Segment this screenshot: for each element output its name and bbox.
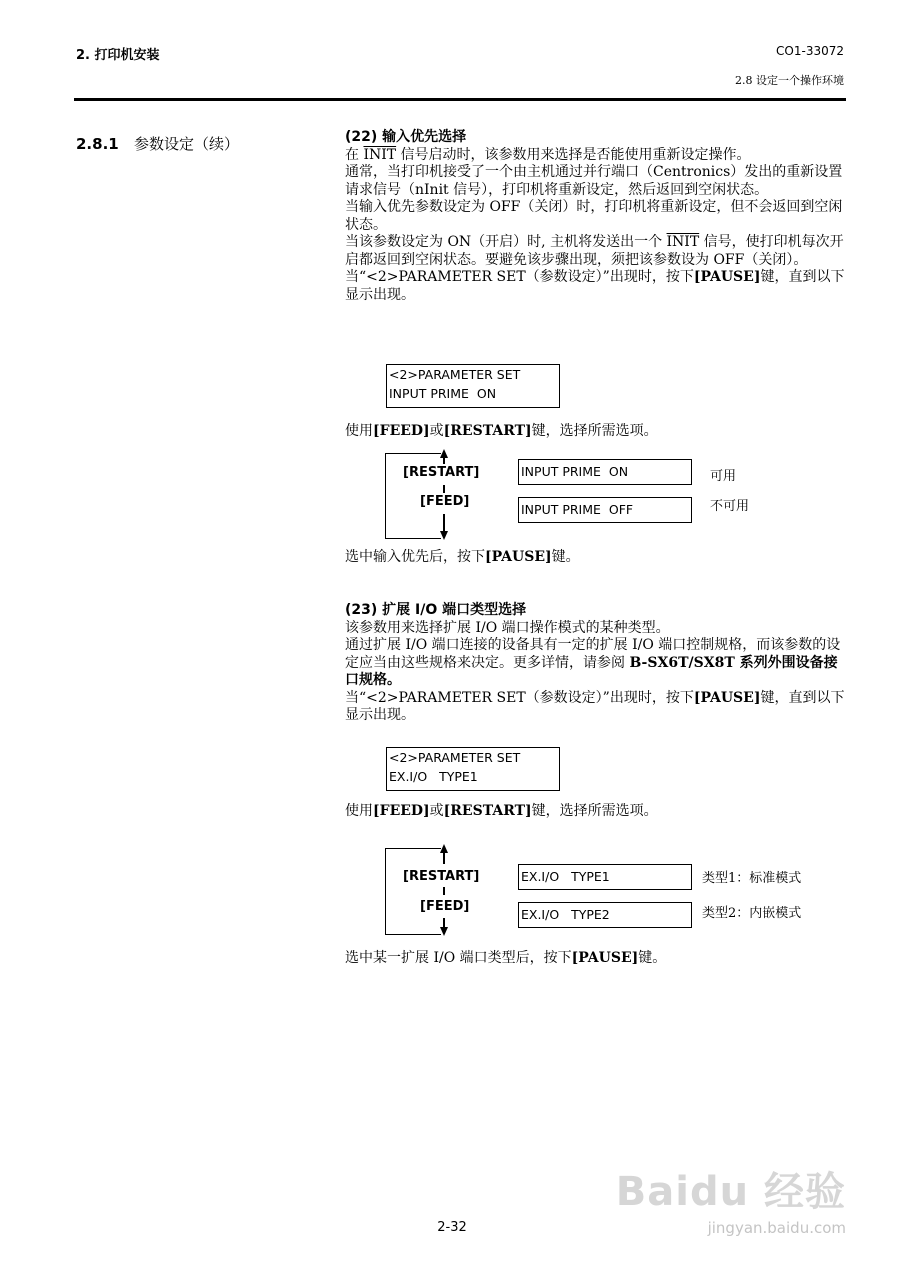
item23-para1: 该参数用来选择扩展 I/O 端口操作模式的某种类型。 [345,619,670,636]
connector-line [443,458,445,464]
item23-final-instruction: 选中某一扩展 I/O 端口类型后，按下[PAUSE]键。 [345,950,667,966]
reference-doc: B-SX6T/SX8T 系列外围设备接口规格。 [345,654,838,688]
arrow-down-icon [440,927,448,936]
option-box-type1: EX.I/O TYPE1 [518,864,692,890]
init-signal: INIT [666,234,700,250]
lcd-display-22 [386,364,560,408]
feed-key: [FEED] [373,803,430,819]
lcd-line-1: <2>PARAMETER SET [389,750,521,765]
item22-para5: 当“<2>PARAMETER SET（参数设定）”出现时，按下[PAUSE]键，直到以下显示出现。 [345,269,845,303]
lcd-line-2: EX.I/O TYPE1 [389,769,478,784]
pause-key: [PAUSE] [571,950,639,966]
restart-key-label: [RESTART] [403,465,480,480]
pause-key: [PAUSE] [693,689,761,706]
arrow-up-icon [440,449,448,458]
init-signal: INIT [363,146,397,163]
connector-line [443,514,445,532]
option-box-on: INPUT PRIME ON [518,459,692,485]
feed-key-label: [FEED] [420,494,470,509]
section-name: 参数设定（续） [133,135,239,153]
header-chapter: 2. 打印机安装 [76,48,160,63]
item23-select-instruction: 使用[FEED]或[RESTART]键，选择所需选项。 [345,803,658,819]
item23-body [345,602,845,725]
section-title [76,133,239,154]
connector-line [443,887,445,895]
connector-line [443,853,445,864]
pause-key: [PAUSE] [693,269,761,285]
selection-bracket-23 [385,848,441,935]
header-subsection: 2.8 设定一个操作环境 [735,74,844,87]
option-note-type2: 类型2：内嵌模式 [702,906,802,921]
feed-key: [FEED] [373,423,430,439]
arrow-up-icon [440,844,448,853]
section-number: 2.8.1 [76,135,119,153]
item22-body [345,129,845,304]
lcd-line-2: INPUT PRIME ON [389,386,497,401]
item23-para3: 当“<2>PARAMETER SET（参数设定）”出现时，按下[PAUSE]键，直到以下显示出现。 [345,689,845,723]
item22-final-instruction: 选中输入优先后，按下[PAUSE]键。 [345,549,580,565]
option-note-off: 不可用 [710,499,750,514]
item22-select-instruction: 使用[FEED]或[RESTART]键，选择所需选项。 [345,423,658,439]
lcd-line-1: <2>PARAMETER SET [389,367,521,382]
item22-para2: 通常，当打印机接受了一个由主机通过并行端口（Centronics）发出的重新设置请求信号（nInit 信号），打印机将重新设定，然后返回到空闲状态。 [345,164,843,198]
pause-key: [PAUSE] [485,549,552,565]
page-number: 2-32 [437,1220,467,1235]
feed-key-label: [FEED] [420,899,470,914]
watermark-url: jingyan.baidu.com [707,1219,846,1237]
header-rule [74,98,846,101]
item22-para3: 当输入优先参数设定为 OFF（关闭）时，打印机将重新设定，但不会返回到空闲状态。 [345,199,843,233]
item23-para2: 通过扩展 I/O 端口连接的设备具有一定的扩展 I/O 端口控制规格，而该参数的设定应当由这些规格来决定。更多详情，请参阅 B-SX6T/SX8T 系列外围设备接口规格。 [345,637,841,688]
header-doc-code: CO1-33072 [776,44,844,58]
item23-title: (23) 扩展 I/O 端口类型选择 [345,602,527,618]
option-note-on: 可用 [710,469,737,484]
baidu-logo: Baidu 经验 [615,1169,846,1215]
lcd-display-23 [386,747,560,791]
option-box-type2: EX.I/O TYPE2 [518,902,692,928]
restart-key: [RESTART] [443,423,532,439]
item22-title: (22) 输入优先选择 [345,129,467,145]
option-box-off: INPUT PRIME OFF [518,497,692,523]
item22-para4: 当该参数设定为 ON（开启）时, 主机将发送出一个 INIT 信号，使打印机每次开启都返回到空闲状态。要避免该步骤出现，须把该参数设为 OFF（关闭）。 [345,234,844,268]
connector-line [443,485,445,493]
arrow-down-icon [440,531,448,540]
restart-key: [RESTART] [443,803,532,819]
option-note-type1: 类型1：标准模式 [702,871,802,886]
item22-para1: 在 INIT 信号启动时，该参数用来选择是否能使用重新设定操作。 [345,146,751,163]
restart-key-label: [RESTART] [403,869,480,884]
